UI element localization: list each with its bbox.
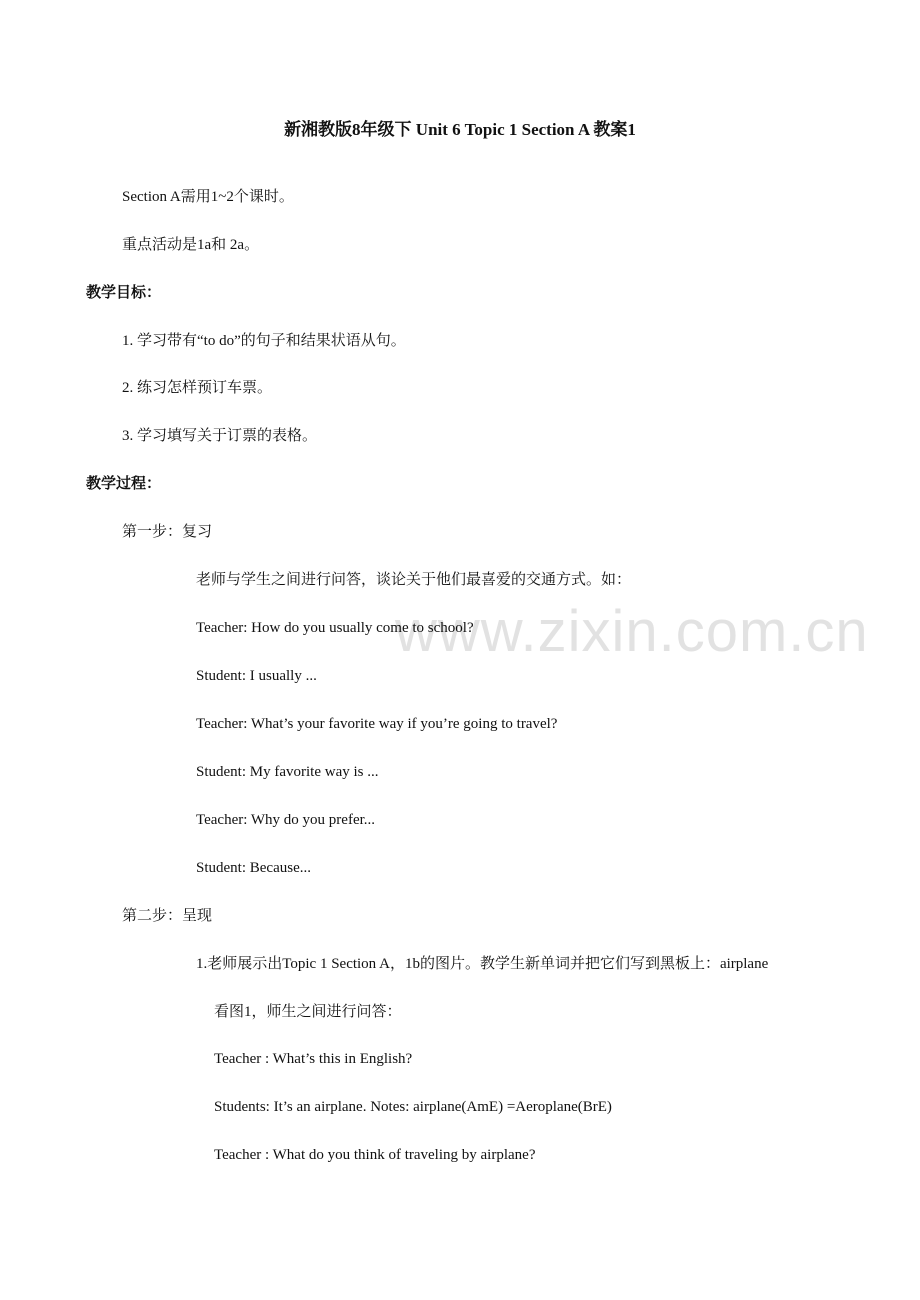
step1-line-1: 老师与学生之间进行问答，谈论关于他们最喜爱的交通方式。如：: [196, 572, 632, 588]
step2-sub-line-1: 看图1，师生之间进行问答：: [214, 1004, 402, 1020]
step1-label: 第一步：复习: [122, 524, 213, 540]
intro-line-2: 重点活动是1a和 2a。: [122, 237, 260, 253]
watermark-text: www.zixin.com.cn: [395, 599, 869, 664]
step2-sub-line-4: Teacher : What do you think of traveling by airplane?: [214, 1147, 536, 1163]
step1-line-3: Student: I usually ...: [196, 668, 317, 684]
step2-sub-line-3: Students: It’s an airplane. Notes: airplane(AmE) =Aeroplane(BrE): [214, 1099, 612, 1115]
goal-item-2: 2. 练习怎样预订车票。: [122, 380, 273, 396]
step1-line-4: Teacher: What’s your favorite way if you’re going to travel?: [196, 716, 558, 732]
step1-line-7: Student: Because...: [196, 860, 311, 876]
step1-line-6: Teacher: Why do you prefer...: [196, 812, 376, 828]
step1-line-2: Teacher: How do you usually come to school?: [196, 620, 474, 636]
goal-item-1: 1. 学习带有“to do”的句子和结果状语从句。: [122, 333, 406, 349]
step2-item-1: 1.老师展示出Topic 1 Section A，1b的图片。教学生新单词并把它们写到黑板上：airplane: [196, 956, 769, 972]
intro-line-1: Section A需用1~2个课时。: [122, 189, 294, 205]
step2-sub-line-2: Teacher : What’s this in English?: [214, 1051, 413, 1067]
step2-label: 第二步：呈现: [122, 908, 213, 924]
goal-item-3: 3. 学习填写关于订票的表格。: [122, 428, 318, 444]
goals-heading: 教学目标：: [86, 285, 162, 301]
document-title: 新湘教版8年级下 Unit 6 Topic 1 Section A 教案1: [284, 120, 636, 139]
step1-line-5: Student: My favorite way is ...: [196, 764, 379, 780]
process-heading: 教学过程：: [86, 476, 162, 492]
